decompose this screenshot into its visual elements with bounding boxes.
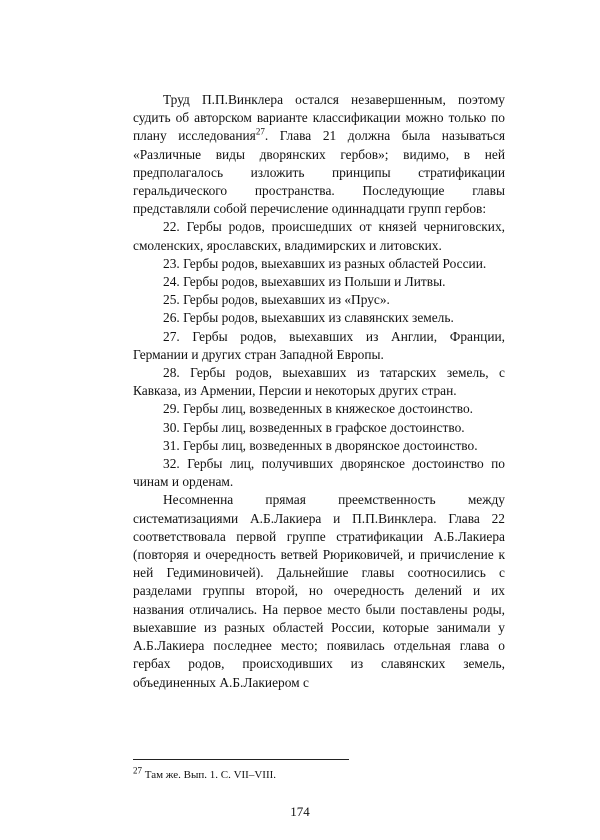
footnote-text: Там же. Вып. 1. С. VII–VIII.: [142, 769, 277, 781]
list-item: 27. Гербы родов, выехавших из Англии, Франции, Германии и других стран Западной Европы.: [133, 328, 505, 362]
list-item: 25. Гербы родов, выехавших из «Прус».: [163, 292, 390, 308]
footnote-reference: 27: [255, 126, 265, 137]
paragraph-intro-continuation: . Глава 21 должна была называться «Различные виды дворянских гербов»; видимо, в ней предполагалось изложить принципы стратификации геральдического пространства. Последующие главы представляли собой перечисление одиннадцати групп гербов:: [133, 128, 506, 217]
main-text: [133, 91, 505, 692]
list-item: 28. Гербы родов, выехавших из татарских земель, с Кавказа, из Армении, Персии и некоторых других стран.: [133, 365, 505, 399]
footnote: [133, 765, 505, 782]
footnote-number: 27: [133, 765, 142, 776]
list-item: 24. Гербы родов, выехавших из Польши и Литвы.: [163, 274, 446, 290]
list-item: 32. Гербы лиц, получивших дворянское достоинство по чинам и орденам.: [133, 456, 505, 490]
list-item: 26. Гербы родов, выехавших из славянских земель.: [163, 310, 454, 326]
page-number: 174: [290, 804, 310, 819]
list-item: 22. Гербы родов, происшедших от князей черниговских, смоленских, ярославских, владимирских и литовских.: [133, 219, 505, 253]
paragraph-intro: [133, 91, 505, 218]
list-item: 29. Гербы лиц, возведенных в княжеское достоинство.: [163, 401, 473, 417]
paragraph-conclusion: Несомненна прямая преемственность между систематизациями А.Б.Лакиера и П.П.Винклера. Глава 22 соответствовала первой группе стратификации А.Б.Лакиера (повторяя и очередность ветвей Рюриковичей, и причисление к ней Гедиминовичей). Дальнейшие главы соотносились с разделами группы второй, но очередность делений и их названия отличались. На первое место были поставлены роды, выехавшие из разных областей России, которые занимали у А.Б.Лакиера последнее место; появилась отдельная глава о гербах родов, происходивших из славянских земель, объединенных А.Б.Лакиером с: [133, 492, 505, 690]
list-item: 30. Гербы лиц, возведенных в графское достоинство.: [163, 419, 465, 435]
list-item: 23. Гербы родов, выехавших из разных областей России.: [163, 255, 487, 271]
list-item: 31. Гербы лиц, возведенных в дворянское достоинство.: [163, 437, 478, 453]
paragraph-intro-text: Труд П.П.Винклера остался незавершенным, поэтому судить об авторском варианте классификации можно только по плану исследования: [133, 92, 505, 144]
footnote-divider: [133, 759, 349, 760]
